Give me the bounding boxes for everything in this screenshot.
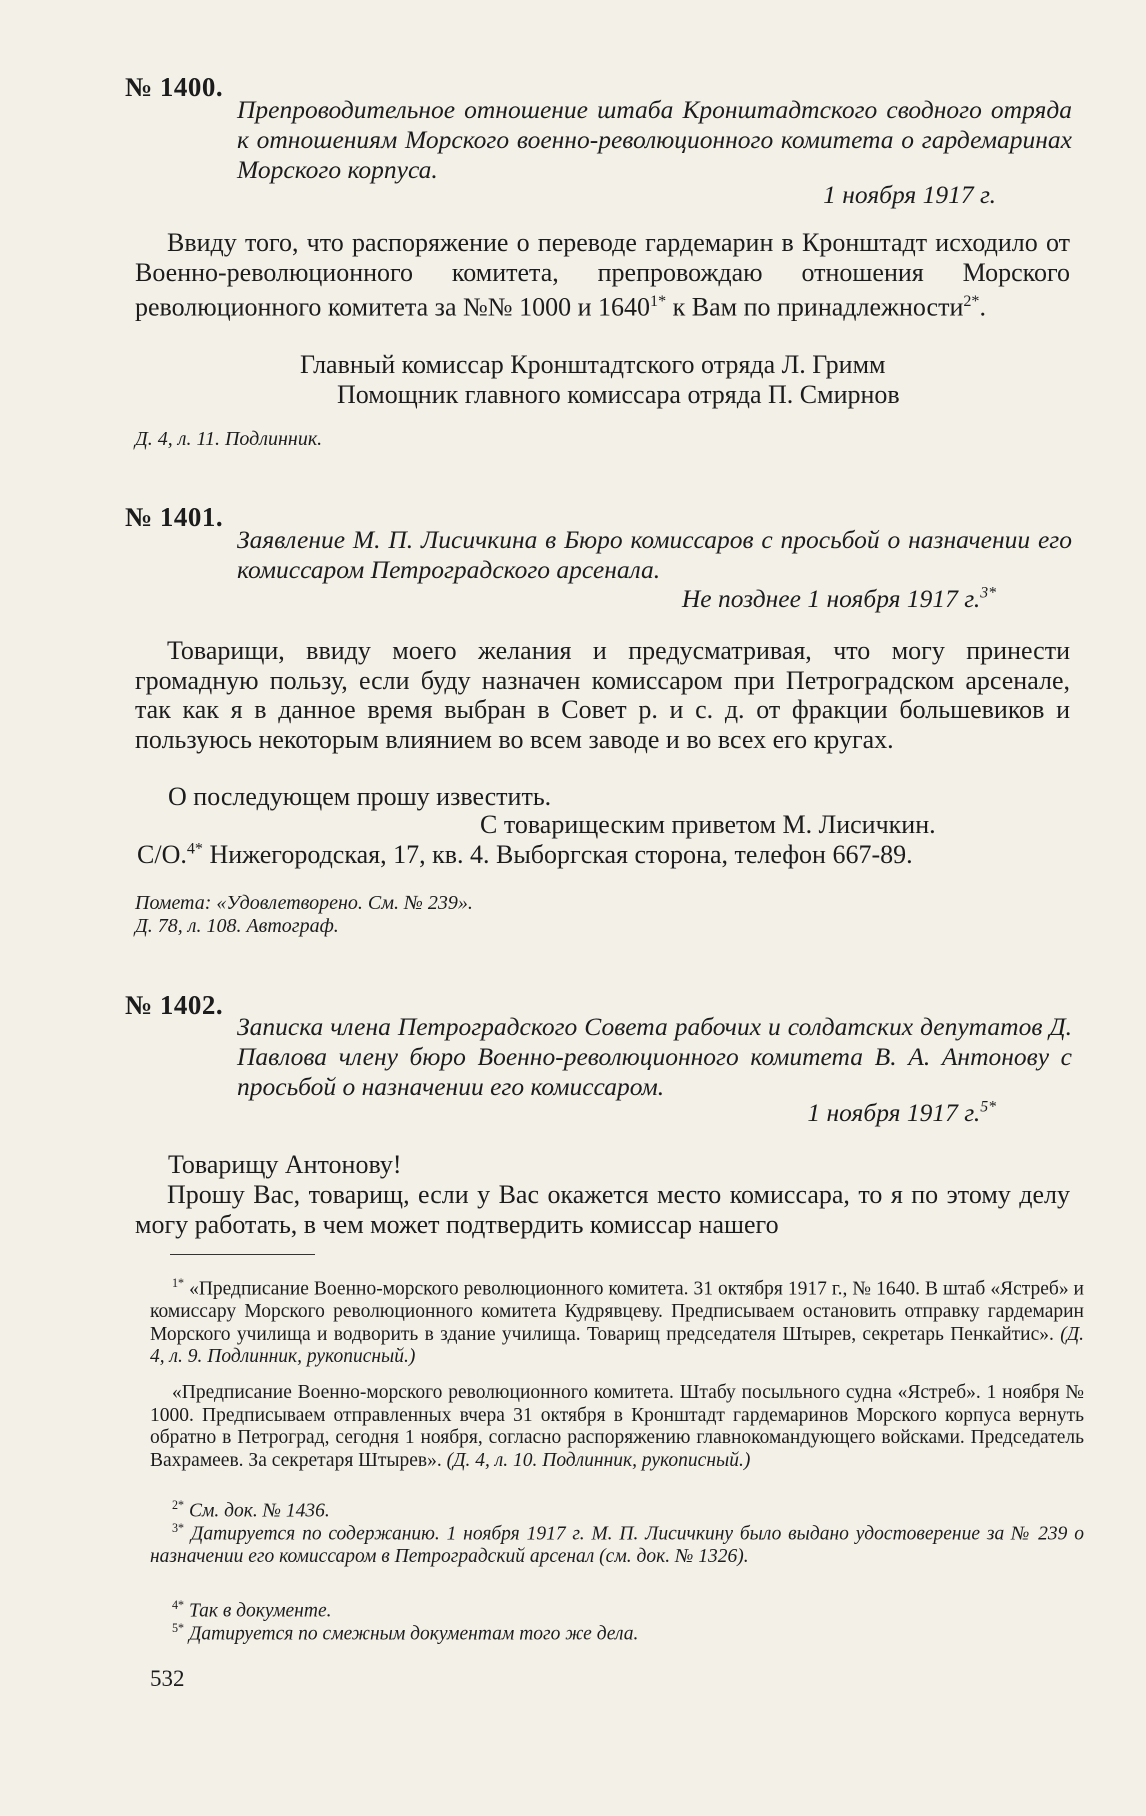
footnote-1: [150, 1272, 1084, 1369]
doc-1400-date: 1 ноября 1917 г.: [823, 180, 996, 209]
footnote-5: [150, 1617, 1084, 1646]
page-number: 532: [150, 1666, 185, 1691]
footnote-ref-1: 1*: [650, 293, 667, 310]
footnote-1-text: «Предписание Военно-морского революционного комитета. 31 октября 1917 г., № 1640. В штаб «Ястреб» и комиссару Морского революционного комитета Кудрявцеву. Предписываем остановить отправку гардемарин Морского училища и водворить в здание училища. Товарищ председателя Штырев, секретарь Пенкайтис».: [150, 1278, 1084, 1345]
doc-1400-body: [135, 228, 1070, 322]
doc-1401-address: [137, 840, 913, 870]
footnote-ref-5: 5*: [980, 1098, 996, 1116]
footnote-3-mark: 3*: [172, 1521, 185, 1535]
doc-1402-number: № 1402.: [125, 990, 224, 1020]
doc-1400-signature-1: Главный комиссар Кронштадтского отряда Л. Гримм: [300, 350, 886, 379]
doc-1400-body-cont: к Вам по принадлежности: [666, 292, 964, 322]
footnote-4-text: Так в документе.: [188, 1600, 332, 1622]
doc-1401-source: Д. 78, л. 108. Автограф.: [135, 915, 339, 937]
doc-1400-number: № 1400.: [125, 72, 224, 102]
footnote-3: [150, 1517, 1084, 1569]
footnote-ref-3: 3*: [980, 584, 996, 602]
doc-1402-title: Записка члена Петроградского Совета рабочих и солдатских депутатов Д. Павлова члену бюро Военно-революционного комитета В. А. Антонову с просьбой о назначении его комиссаром.: [237, 1012, 1072, 1101]
footnote-1b-source: (Д. 4, л. 10. Подлинник, рукописный.): [446, 1449, 751, 1471]
doc-1400-signature-2: Помощник главного комиссара отряда П. Смирнов: [337, 380, 900, 409]
doc-1401-note: Помета: «Удовлетворено. См. № 239».: [135, 892, 473, 914]
doc-1400-source: Д. 4, л. 11. Подлинник.: [135, 428, 323, 450]
doc-1402-salutation: Товарищу Антонову!: [168, 1150, 402, 1179]
doc-1402-body: Прошу Вас, товарищ, если у Вас окажется место комиссара, то я по этому делу могу работать, в чем может подтвердить комиссар нашего: [135, 1180, 1070, 1239]
doc-1401-body: Товарищи, ввиду моего желания и предусматривая, что могу принести громадную пользу, если буду назначен комиссаром при Петроградском арсенале, так как я в данное время выбран в Совет р. и с. д. от фракции большевиков и пользуюсь некоторым влиянием во всем заводе и во всех его кругах.: [135, 636, 1070, 754]
footnote-4-mark: 4*: [172, 1598, 185, 1612]
footnote-ref-4: 4*: [186, 840, 203, 858]
footnote-2-mark: 2*: [172, 1498, 185, 1512]
doc-1402-date: [807, 1098, 996, 1128]
footnote-1b: [150, 1382, 1084, 1472]
doc-1400-body-text: Ввиду того, что распоряжение о переводе гардемарин в Кронштадт исходило от Военно-революционного комитета, препровождаю отношения Морского революционного комитета за №№ 1000 и 1640: [135, 228, 1070, 322]
doc-1400-body-end: .: [979, 292, 986, 322]
footnote-1-source: (Д. 4, л. 9. Подлинник, рукописный.): [150, 1323, 1085, 1367]
footnote-5-mark: 5*: [172, 1621, 185, 1635]
footnote-5-text: Датируется по смежным документам того же дела.: [188, 1623, 639, 1645]
doc-1400-title: Препроводительное отношение штаба Кронштадтского сводного отряда к отношениям Морского военно-революционного комитета о гардемаринах Морского корпуса.: [237, 95, 1072, 184]
doc-1401-address-prefix: С/О.: [137, 840, 187, 869]
doc-1401-date-text: Не позднее 1 ноября 1917 г.: [681, 584, 981, 613]
doc-1402-date-text: 1 ноября 1917 г.: [807, 1098, 981, 1127]
footnote-divider: [170, 1254, 315, 1255]
doc-1401-date: [682, 584, 996, 614]
footnote-2-text: См. док. № 1436.: [188, 1500, 330, 1522]
doc-1401-title: Заявление М. П. Лисичкина в Бюро комиссаров с просьбой о назначении его комиссаром Петроградского арсенала.: [237, 525, 1072, 584]
doc-1401-greeting: С товарищеским приветом М. Лисичкин.: [480, 810, 936, 839]
footnote-3-text: Датируется по содержанию. 1 ноября 1917 г. М. П. Лисичкину было выдано удостоверение за № 239 о назначении его комиссаром в Петроградский арсенал (см. док. № 1326).: [150, 1523, 1084, 1567]
footnote-ref-2: 2*: [963, 293, 980, 310]
footnote-1b-text: «Предписание Военно-морского революционного комитета. Штабу посыльного судна «Ястреб». 1 ноября № 1000. Предписываем отправленных вчера 31 октября в Кронштадт гардемаринов Морского корпуса вернуть обратно в Петроград, сегодня 1 ноября, согласно распоряжению главнокомандующего войсками. Председатель Вахрамеев. За секретаря Штырев».: [150, 1382, 1084, 1471]
doc-1401-address-text: Нижегородская, 17, кв. 4. Выборгская сторона, телефон 667-89.: [202, 840, 913, 869]
footnote-1-mark: 1*: [172, 1276, 185, 1290]
doc-1401-request: О последующем прошу известить.: [168, 782, 552, 811]
doc-1401-number: № 1401.: [125, 502, 224, 532]
